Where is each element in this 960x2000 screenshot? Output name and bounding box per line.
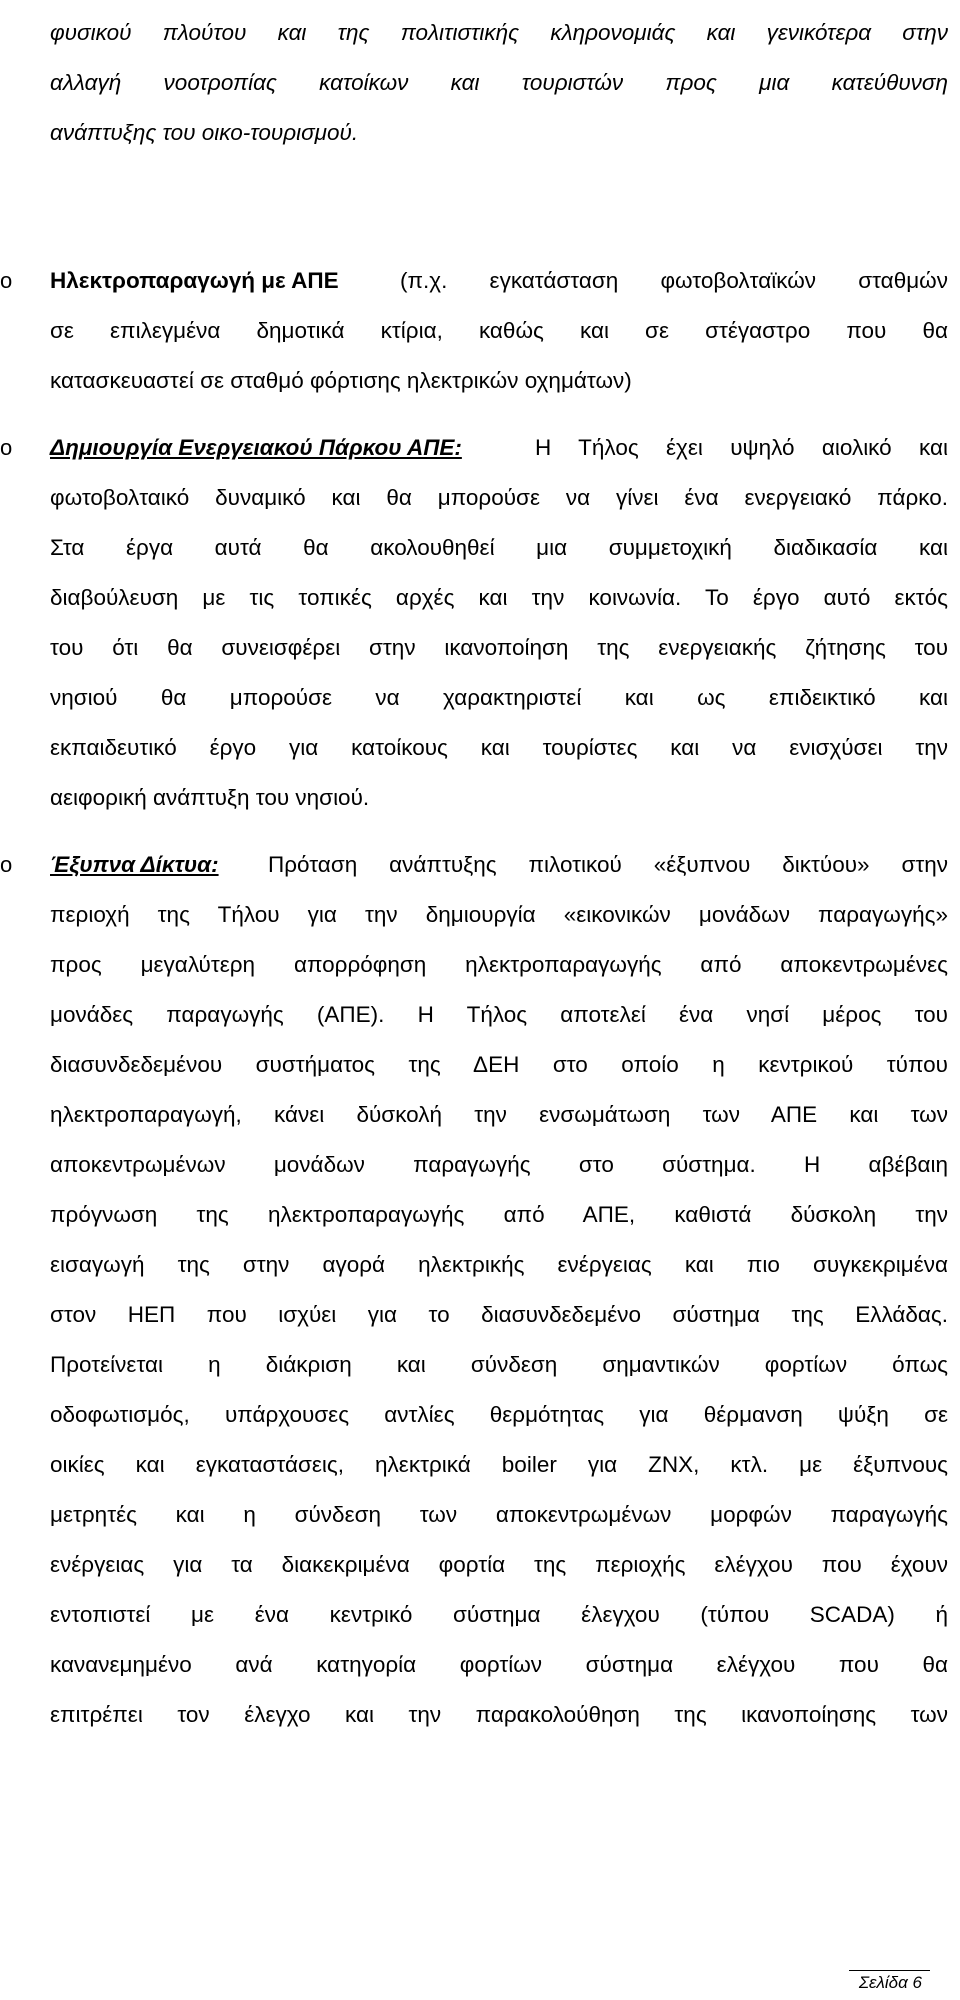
paragraph-line: [0, 1239, 960, 1291]
text-line: εκπαιδευτικό έργο για κατοίκους και τουρίστες και να ενισχύσει την: [50, 735, 948, 760]
text-line: διασυνδεδεμένου συστήματος της ΔΕΗ στο οποίο η κεντρικού τύπου: [50, 1052, 948, 1077]
paragraph-line: [0, 472, 960, 524]
text-line: ανάπτυξης του οικο-τουρισμού.: [50, 120, 359, 145]
text-line: αποκεντρωμένων μονάδων παραγωγής στο σύστημα. Η αβέβαιη: [50, 1152, 948, 1177]
paragraph-line: [0, 672, 960, 724]
paragraph-line: [0, 939, 960, 991]
bullet-item-res: [0, 255, 960, 307]
paragraph-line: [0, 1189, 960, 1241]
paragraph-line: [0, 772, 960, 824]
text-line: φωτοβολταικό δυναμικό και θα μπορούσε να γίνει ένα ενεργειακό πάρκο.: [50, 485, 948, 510]
text-line: οδοφωτισμός, υπάρχουσες αντλίες θερμότητας για θέρμανση ψύξη σε: [50, 1402, 948, 1427]
text-line: επιτρέπει τον έλεγχο και την παρακολούθηση της ικανοποίησης των: [50, 1702, 948, 1727]
text-line: προς μεγαλύτερη απορρόφηση ηλεκτροπαραγωγής από αποκεντρωμένες: [50, 952, 948, 977]
bullet-heading: Έξυπνα Δίκτυα:: [50, 852, 219, 877]
text-line: πρόγνωση της ηλεκτροπαραγωγής από ΑΠΕ, καθιστά δύσκολη την: [50, 1202, 948, 1227]
bullet-item-energy-park: [0, 422, 960, 474]
paragraph-line: [0, 989, 960, 1041]
paragraph-line: [0, 305, 960, 357]
paragraph-line: [0, 1689, 960, 1741]
text-line: εισαγωγή της στην αγορά ηλεκτρικής ενέργειας και πιο συγκεκριμένα: [50, 1252, 948, 1277]
bullet-heading: Δημιουργία Ενεργειακού Πάρκου ΑΠΕ:: [50, 435, 462, 460]
text-line: οικίες και εγκαταστάσεις, ηλεκτρικά boiler για ΖΝΧ, κτλ. με έξυπνους: [50, 1452, 948, 1477]
text-line: αλλαγή νοοτροπίας κατοίκων και τουριστών προς μια κατεύθυνση: [50, 70, 948, 95]
paragraph-line: [0, 107, 960, 159]
text-line: Πρόταση ανάπτυξης πιλοτικού «έξυπνου δικτύου» στην: [268, 852, 948, 877]
text-line: Η Τήλος έχει υψηλό αιολικό και: [535, 435, 948, 460]
text-line: (π.χ. εγκατάσταση φωτοβολταϊκών σταθμών: [400, 268, 948, 293]
text-line: διαβούλευση με τις τοπικές αρχές και την κοινωνία. Το έργο αυτό εκτός: [50, 585, 948, 610]
paragraph-line: [0, 57, 960, 109]
paragraph-line: [0, 1339, 960, 1391]
paragraph-line: [0, 722, 960, 774]
paragraph-line: [0, 355, 960, 407]
text-line: αειφορική ανάπτυξη του νησιού.: [50, 785, 370, 810]
text-line: του ότι θα συνεισφέρει στην ικανοποίηση της ενεργειακής ζήτησης του: [50, 635, 948, 660]
paragraph-line: [0, 1639, 960, 1691]
bullet-marker: o: [0, 852, 13, 877]
text-line: εντοπιστεί με ένα κεντρικό σύστημα έλεγχου (τύπου SCADA) ή: [50, 1602, 948, 1627]
paragraph-line: [0, 622, 960, 674]
text-line: Προτείνεται η διάκριση και σύνδεση σημαντικών φορτίων όπως: [50, 1352, 948, 1377]
bullet-marker: o: [0, 435, 13, 460]
text-line: ενέργειας για τα διακεκριμένα φορτία της περιοχής ελέγχου που έχουν: [50, 1552, 948, 1577]
text-line: ηλεκτροπαραγωγή, κάνει δύσκολή την ενσωμάτωση των ΑΠΕ και των: [50, 1102, 948, 1127]
bullet-item-smart-grids: [0, 839, 960, 891]
text-line: μετρητές και η σύνδεση των αποκεντρωμένων μορφών παραγωγής: [50, 1502, 948, 1527]
paragraph-line: [0, 1139, 960, 1191]
bullet-heading: Ηλεκτροπαραγωγή με ΑΠΕ: [50, 268, 339, 293]
text-line: στον ΗΕΠ που ισχύει για το διασυνδεδεμένο σύστημα της Ελλάδας.: [50, 1302, 948, 1327]
text-line: περιοχή της Τήλου για την δημιουργία «εικονικών μονάδων παραγωγής»: [50, 902, 948, 927]
paragraph-line: [0, 1389, 960, 1441]
paragraph-line: [0, 7, 960, 59]
text-line: μονάδες παραγωγής (ΑΠΕ). Η Τήλος αποτελεί ένα νησί μέρος του: [50, 1002, 948, 1027]
text-line: νησιού θα μπορούσε να χαρακτηριστεί και ως επιδεικτικό και: [50, 685, 948, 710]
paragraph-line: [0, 889, 960, 941]
text-line: σε επιλεγμένα δημοτικά κτίρια, καθώς και σε στέγαστρο που θα: [50, 318, 948, 343]
paragraph-line: [0, 1539, 960, 1591]
paragraph-line: [0, 1589, 960, 1641]
paragraph-line: [0, 522, 960, 574]
paragraph-line: [0, 1039, 960, 1091]
text-line: κατασκευαστεί σε σταθμό φόρτισης ηλεκτρικών οχημάτων): [50, 368, 632, 393]
text-line: Στα έργα αυτά θα ακολουθηθεί μια συμμετοχική διαδικασία και: [50, 535, 948, 560]
paragraph-line: [0, 1289, 960, 1341]
paragraph-line: [0, 1439, 960, 1491]
text-line: φυσικού πλούτου και της πολιτιστικής κληρονομιάς και γενικότερα στην: [50, 20, 948, 45]
paragraph-line: [0, 572, 960, 624]
bullet-marker: o: [0, 268, 13, 293]
paragraph-line: [0, 1089, 960, 1141]
page-number: Σελίδα 6: [849, 1970, 930, 1993]
paragraph-line: [0, 1489, 960, 1541]
text-line: κανανεμημένο ανά κατηγορία φορτίων σύστημα ελέγχου που θα: [50, 1652, 948, 1677]
